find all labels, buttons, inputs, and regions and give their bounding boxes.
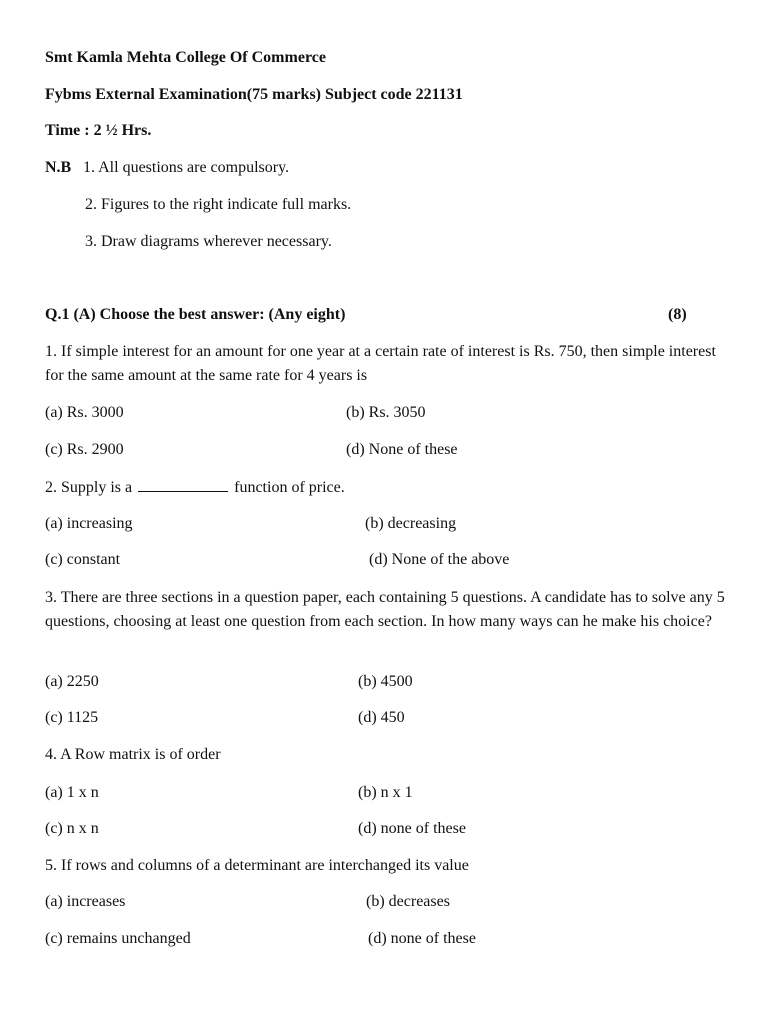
q1-option-c: (c) Rs. 2900 <box>45 441 124 458</box>
nb-label: N.B <box>45 159 72 176</box>
q1-option-a: (a) Rs. 3000 <box>45 404 124 421</box>
question-4-text: 4. A Row matrix is of order <box>45 746 221 763</box>
q3-option-d: (d) 450 <box>358 709 405 726</box>
q4-option-d: (d) none of these <box>358 820 466 837</box>
q2-option-c: (c) constant <box>45 551 121 568</box>
q1-option-b: (b) Rs. 3050 <box>346 404 426 421</box>
q1-heading: Q.1 (A) Choose the best answer: (Any eight) <box>45 306 346 323</box>
q4-option-b: (b) n x 1 <box>358 784 413 801</box>
q1-option-d: (d) None of these <box>346 441 458 458</box>
exam-title: Fybms External Examination(75 marks) Subject code 221131 <box>45 86 463 103</box>
q4-option-a: (a) 1 x n <box>45 784 99 801</box>
q3-option-b: (b) 4500 <box>358 673 413 690</box>
college-name: Smt Kamla Mehta College Of Commerce <box>45 49 326 66</box>
q3-option-a: (a) 2250 <box>45 673 99 690</box>
nb-line-1 <box>45 158 289 178</box>
question-2-text-after: function of price. <box>234 479 345 496</box>
q5-option-b: (b) decreases <box>366 893 450 910</box>
question-2-text <box>45 477 345 498</box>
q2-option-a: (a) increasing <box>45 515 133 532</box>
q5-option-c: (c) remains unchanged <box>45 930 191 947</box>
nb-note-3: 3. Draw diagrams wherever necessary. <box>85 233 332 250</box>
q3-option-c: (c) 1125 <box>45 709 99 726</box>
question-1-text: 1. If simple interest for an amount for one year at a certain rate of interest is Rs. 750, then simple interest for the same amount at the same rate for 4 years is <box>45 343 716 384</box>
q2-option-b: (b) decreasing <box>365 515 457 532</box>
q1-marks: (8) <box>668 306 687 323</box>
q4-option-c: (c) n x n <box>45 820 99 837</box>
q5-option-a: (a) increases <box>45 893 126 910</box>
question-3-text: 3. There are three sections in a question paper, each containing 5 questions. A candidate has to solve any 5 questions, choosing at least one question from each section. In how many ways can he make his choice? <box>45 589 725 630</box>
q2-option-d: (d) None of the above <box>369 551 510 568</box>
q5-option-d: (d) none of these <box>368 930 476 947</box>
question-5-text: 5. If rows and columns of a determinant are interchanged its value <box>45 857 469 874</box>
fill-in-blank <box>138 477 228 492</box>
exam-time: Time : 2 ½ Hrs. <box>45 122 152 139</box>
nb-note-2: 2. Figures to the right indicate full marks. <box>85 196 352 213</box>
question-2-text-before: 2. Supply is a <box>45 479 133 496</box>
nb-note-1: 1. All questions are compulsory. <box>83 159 290 176</box>
